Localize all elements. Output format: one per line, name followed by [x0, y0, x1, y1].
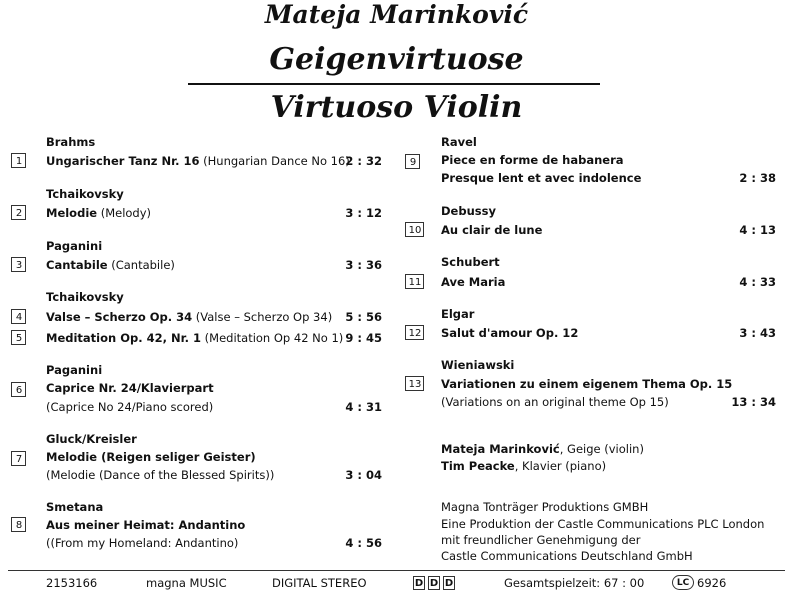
label-code-number: 6926 [697, 576, 727, 590]
track-7-duration: 3 : 04 [345, 468, 382, 482]
track-10-title: Au clair de lune [441, 223, 543, 237]
composer-paganini: Paganini [46, 363, 103, 377]
track-13-subtitle: (Variations on an original theme Op 15) [441, 395, 669, 409]
track-9-title-line2: Presque lent et avec indolence [441, 171, 642, 185]
composer-tchaikovsky: Tchaikovsky [46, 187, 124, 201]
track-7-subtitle: (Melodie (Dance of the Blessed Spirits)) [46, 468, 275, 482]
track-5-title: Meditation Op. 42, Nr. 1 [46, 331, 201, 345]
track-6-duration: 4 : 31 [345, 400, 382, 414]
track-number-3: 3 [11, 257, 26, 272]
track-1-title: Ungarischer Tanz Nr. 16 [46, 154, 200, 168]
track-2-duration: 3 : 12 [345, 206, 382, 220]
track-3-subtitle: (Cantabile) [111, 258, 175, 272]
composer-debussy: Debussy [441, 204, 496, 218]
album-title-german: Geigenvirtuose [269, 42, 524, 77]
track-number-13: 13 [405, 376, 424, 391]
track-4-title: Valse – Scherzo Op. 34 [46, 310, 193, 324]
track-number-4: 4 [11, 309, 26, 324]
track-number-5: 5 [11, 330, 26, 345]
track-number-6: 6 [11, 382, 26, 397]
track-1 [46, 154, 350, 168]
catalog-number: 2153166 [46, 576, 98, 590]
ddd-code-box-3: D [444, 578, 454, 589]
performer-piano: Tim Peacke, Klavier (piano) [441, 459, 607, 473]
track-8-duration: 4 : 56 [345, 536, 382, 550]
track-6-subtitle: (Caprice No 24/Piano scored) [46, 400, 214, 414]
track-6-title: Caprice Nr. 24/Klavierpart [46, 381, 214, 395]
track-4 [46, 310, 332, 324]
total-duration: Gesamtspielzeit: 67 : 00 [504, 576, 645, 590]
track-number-9: 9 [405, 154, 420, 169]
track-12-duration: 3 : 43 [739, 326, 776, 340]
title-divider [188, 83, 600, 85]
album-title-english: Virtuoso Violin [270, 90, 523, 125]
format-text: DIGITAL STEREO [272, 576, 367, 590]
track-13-title: Variationen zu einem eigenem Thema Op. 15 [441, 377, 733, 391]
composer-gluck-kreisler: Gluck/Kreisler [46, 432, 137, 446]
track-8-title: Aus meiner Heimat: Andantino [46, 518, 246, 532]
composer-smetana: Smetana [46, 500, 104, 514]
composer-ravel: Ravel [441, 135, 477, 149]
track-11-duration: 4 : 33 [739, 275, 776, 289]
track-3-duration: 3 : 36 [345, 258, 382, 272]
track-number-8: 8 [11, 517, 26, 532]
track-4-subtitle: (Valse – Scherzo Op 34) [195, 310, 333, 324]
composer-tchaikovsky: Tchaikovsky [46, 290, 124, 304]
ddd-code-box-2: D [429, 578, 439, 589]
performer-violin: Mateja Marinković, Geige (violin) [441, 442, 644, 456]
track-9-duration: 2 : 38 [739, 171, 776, 185]
track-2 [46, 206, 151, 220]
track-7-title: Melodie (Reigen seliger Geister) [46, 450, 256, 464]
artist-name: Mateja Marinković [264, 0, 529, 29]
track-2-subtitle: (Melody) [100, 206, 152, 220]
track-3 [46, 258, 175, 272]
track-5 [46, 331, 343, 345]
composer-paganini: Paganini [46, 239, 103, 253]
record-label: magna MUSIC [146, 576, 227, 590]
track-13-duration: 13 : 34 [731, 395, 776, 409]
track-8-subtitle: ((From my Homeland: Andantino) [46, 536, 239, 550]
composer-brahms: Brahms [46, 135, 96, 149]
track-number-7: 7 [11, 451, 26, 466]
track-number-2: 2 [11, 205, 26, 220]
track-5-subtitle: (Meditation Op 42 No 1) [204, 331, 344, 345]
track-3-title: Cantabile [46, 258, 108, 272]
label-line-1: Magna Tonträger Produktions GMBH [441, 500, 649, 514]
track-number-1: 1 [11, 153, 26, 168]
track-11-title: Ave Maria [441, 275, 506, 289]
track-10-duration: 4 : 13 [739, 223, 776, 237]
track-5-duration: 9 : 45 [345, 331, 382, 345]
composer-elgar: Elgar [441, 307, 475, 321]
track-4-duration: 5 : 56 [345, 310, 382, 324]
label-code-badge: LC [672, 575, 694, 590]
track-number-12: 12 [405, 325, 424, 340]
label-line-2: Eine Produktion der Castle Communications PLC London [441, 517, 765, 531]
track-12-title: Salut d'amour Op. 12 [441, 326, 579, 340]
ddd-code-box-1: D [414, 578, 424, 589]
label-line-3: mit freundlicher Genehmigung der [441, 533, 641, 547]
track-2-title: Melodie [46, 206, 98, 220]
footer-divider [8, 570, 785, 571]
track-9-title: Piece en forme de habanera [441, 153, 624, 167]
track-number-11: 11 [405, 274, 424, 289]
composer-wieniawski: Wieniawski [441, 358, 515, 372]
label-line-4: Castle Communications Deutschland GmbH [441, 549, 693, 563]
track-number-10: 10 [405, 222, 424, 237]
composer-schubert: Schubert [441, 255, 500, 269]
track-1-subtitle: (Hungarian Dance No 16) [203, 154, 350, 168]
track-1-duration: 2 : 32 [345, 154, 382, 168]
